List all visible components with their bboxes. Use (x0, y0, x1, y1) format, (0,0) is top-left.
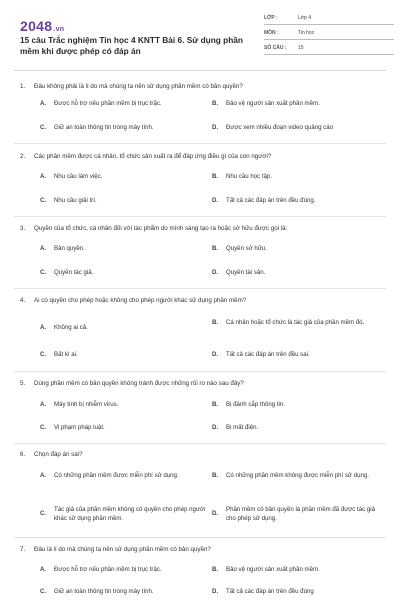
option-text: Cá nhân hoặc tổ chức là tác giả của phần mềm đó. (226, 319, 365, 326)
option-text: Quyền tài sản. (226, 269, 266, 276)
option-letter: A. (40, 566, 47, 573)
option-a[interactable] (40, 173, 204, 182)
option-b[interactable] (212, 245, 376, 254)
question-divider (14, 371, 386, 372)
option-text: Tất cả các đáp án trên đều đúng (226, 588, 314, 595)
question-number: 1. (20, 83, 26, 90)
option-text: Được xem nhiều đoạn video quảng cáo (226, 124, 333, 131)
option-text: Tất cả các đáp án trên đều đúng. (226, 197, 316, 204)
option-text: Bị đánh cắp thông tin. (226, 401, 285, 408)
question-text (20, 450, 386, 459)
option-letter: B. (212, 245, 219, 252)
option-letter: B. (212, 319, 219, 326)
question-stem: Các phần mềm được cá nhân, tổ chức sản xuất ra để đáp ứng điều gì của con người? (34, 153, 272, 160)
info-row-grade (264, 12, 394, 25)
option-letter: C. (40, 351, 47, 358)
option-c[interactable] (40, 197, 204, 206)
logo-suffix: .vn (53, 26, 65, 33)
option-text: Máy tính bị nhiễm virus. (54, 401, 119, 408)
option-letter: B. (212, 100, 219, 107)
option-text: Nhu cầu giải trí. (54, 197, 97, 204)
option-text: Có những phần mềm được miễn phí sử dụng. (54, 472, 179, 479)
option-b[interactable] (212, 319, 376, 328)
option-a[interactable] (40, 100, 204, 109)
option-text: Được hỗ trợ nếu phần mềm bị trục trặc. (54, 100, 162, 107)
question-4 (20, 296, 386, 305)
option-text: Bảo vệ người sản xuất phần mềm. (226, 100, 320, 107)
info-label: SỐ CÂU : (264, 45, 287, 51)
info-row-subject (264, 27, 394, 40)
question-7 (20, 545, 386, 554)
option-c[interactable] (40, 506, 210, 523)
question-divider (14, 216, 386, 217)
option-d[interactable] (212, 351, 376, 360)
option-c[interactable] (40, 588, 204, 597)
option-b[interactable] (212, 173, 376, 182)
option-d[interactable] (212, 588, 376, 597)
option-d[interactable] (212, 424, 376, 433)
option-a[interactable] (40, 245, 204, 254)
question-text (20, 224, 386, 233)
question-5 (20, 379, 386, 388)
option-c[interactable] (40, 424, 204, 433)
logo-text: 2048 (20, 18, 53, 34)
option-letter: B. (212, 566, 219, 573)
question-text (20, 379, 386, 388)
option-letter: C. (40, 424, 47, 431)
question-stem: Chọn đáp án sai? (34, 451, 83, 458)
option-letter: C. (40, 197, 47, 204)
option-letter: A. (40, 324, 47, 331)
question-6 (20, 450, 386, 459)
option-a[interactable] (40, 324, 204, 333)
option-letter: A. (40, 245, 47, 252)
info-value: 15 (298, 45, 304, 51)
option-b[interactable] (212, 401, 376, 410)
option-text: Nhu cầu học tập. (226, 173, 273, 180)
question-divider (14, 288, 386, 289)
info-value: Tin học (298, 30, 315, 36)
option-d[interactable] (212, 124, 376, 133)
option-text: Quyền tác giả. (54, 269, 94, 276)
option-letter: C. (40, 588, 47, 595)
option-c[interactable] (40, 269, 204, 278)
option-c[interactable] (40, 351, 204, 360)
option-text: Có những phần mềm không được miễn phí sử dụng. (226, 472, 369, 479)
option-letter: D. (212, 197, 219, 204)
info-value: Lớp 4 (298, 15, 312, 21)
question-3 (20, 224, 386, 233)
question-stem: Dùng phần mềm có bản quyền không tránh được những rủi ro nào sau đây? (34, 380, 244, 387)
option-letter: D. (212, 269, 219, 276)
option-letter: A. (40, 401, 47, 408)
option-letter: B. (212, 401, 219, 408)
question-divider (14, 537, 386, 538)
option-letter: B. (212, 472, 219, 479)
option-text: Quyền sở hữu. (226, 245, 267, 252)
option-letter: C. (40, 269, 47, 276)
option-c[interactable] (40, 124, 204, 133)
option-text: Bảo vệ người sản xuất phần mềm. (226, 566, 320, 573)
option-b[interactable] (212, 472, 382, 481)
option-a[interactable] (40, 401, 204, 410)
option-text: Nhu cầu làm việc. (54, 173, 103, 180)
question-stem: Đâu là lí do mà chúng ta nên sử dụng phần mềm có bản quyền? (34, 546, 211, 553)
question-divider (14, 143, 386, 144)
option-d[interactable] (212, 197, 376, 206)
question-number: 5. (20, 380, 26, 387)
option-text: Tất cả các đáp án trên đều sai. (226, 351, 310, 358)
option-d[interactable] (212, 269, 376, 278)
option-d[interactable] (212, 506, 382, 523)
question-divider (14, 443, 386, 444)
question-number: 3. (20, 225, 26, 232)
question-text (20, 82, 386, 91)
option-letter: D. (212, 351, 219, 358)
question-stem: Đâu không phải là lí do mà chúng ta nên sử dụng phần mềm có bản quyền? (34, 83, 243, 90)
option-letter: A. (40, 472, 47, 479)
info-label: MÔN : (264, 30, 279, 36)
question-number: 7. (20, 546, 26, 553)
question-2 (20, 152, 386, 161)
header-divider (14, 70, 386, 71)
option-letter: D. (212, 510, 219, 518)
option-letter: B. (212, 173, 219, 180)
option-text: Bất kì ai. (54, 351, 78, 358)
option-a[interactable] (40, 472, 204, 481)
option-b[interactable] (212, 566, 376, 575)
option-text: Không ai cả. (54, 324, 88, 331)
option-text: Được hỗ trợ nếu phần mềm bị trục trặc. (54, 566, 162, 573)
info-label: LỚP : (264, 15, 278, 21)
info-box (264, 12, 394, 57)
option-text: Bản quyền. (54, 245, 85, 252)
question-text (20, 152, 386, 161)
question-text (20, 545, 386, 554)
option-text: Giữ an toàn thông tin trong máy tính. (54, 588, 154, 595)
document-title: 15 câu Trắc nghiệm Tin học 4 KNTT Bài 6. Sử dụng phần mềm khi được phép có đáp án (20, 35, 243, 56)
option-a[interactable] (40, 566, 204, 575)
option-letter: D. (212, 124, 219, 131)
option-text: Giữ an toàn thông tin trong máy tính. (54, 124, 154, 131)
option-letter: C. (40, 124, 47, 131)
question-number: 4. (20, 297, 26, 304)
document-header (14, 12, 386, 64)
info-row-count (264, 42, 394, 55)
site-logo[interactable] (20, 18, 64, 34)
question-stem: Quyền của tổ chức, cá nhân đối với tác phẩm do mình sáng tạo ra hoặc sở hữu được gọi là: (34, 225, 288, 232)
option-text: Tác giả của phần mềm không có quyền cho phép người khác sử dụng phần mềm. (54, 506, 206, 522)
option-b[interactable] (212, 100, 376, 109)
option-letter: A. (40, 173, 47, 180)
question-number: 2. (20, 153, 26, 160)
option-text: Vi phạm pháp luật. (54, 424, 105, 431)
question-text (20, 296, 386, 305)
option-text: Bị mất điện. (226, 424, 259, 431)
option-letter: D. (212, 424, 219, 431)
option-letter: A. (40, 100, 47, 107)
option-text: Phần mềm có bản quyền là phần mềm đã được tác giả cho phép sử dụng. (226, 506, 375, 522)
question-1 (20, 82, 386, 91)
option-letter: C. (40, 510, 47, 518)
option-letter: D. (212, 588, 219, 595)
question-number: 6. (20, 451, 26, 458)
question-stem: Ai có quyền cho phép hoặc không cho phép người khác sử dụng phần mềm? (34, 297, 247, 304)
